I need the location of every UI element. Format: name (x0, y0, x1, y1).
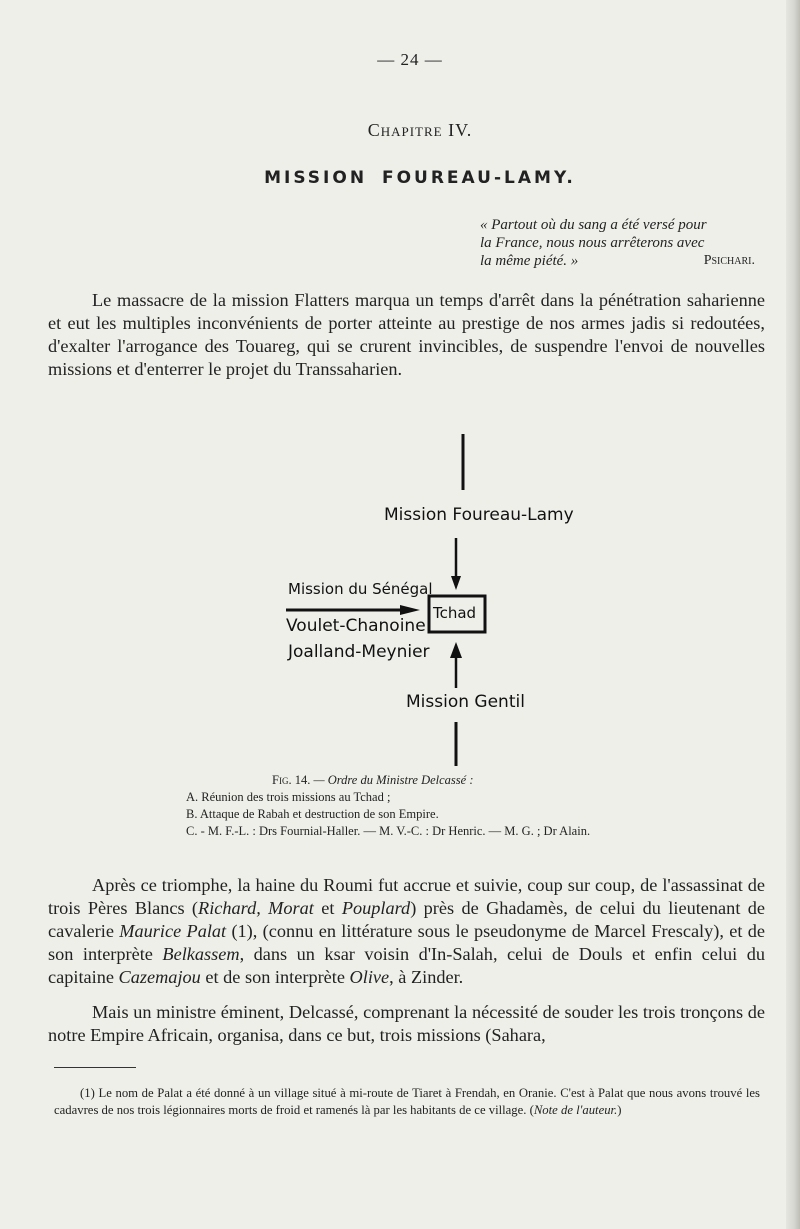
paragraph-text: ) près de Ghadamès, de celui du lieutenant de cavalerie (48, 898, 766, 941)
epigraph-line: « Partout où du sang a été versé pour (480, 217, 707, 233)
label-foureau-lamy: Mission Foureau-Lamy (384, 505, 574, 525)
caption-line-a: A. Réunion des trois missions au Tchad ; (186, 790, 391, 804)
figure-caption (186, 772, 756, 840)
figure-number: Fig. 14. (272, 773, 311, 787)
epigraph-last-line (480, 252, 755, 270)
paragraph-text: Après ce triomphe, la haine du Roumi fut accrue et suivie, coup sur coup, de l'assassinat de trois Pères Blancs ( (48, 875, 765, 918)
caption-heading: — Ordre du Ministre Delcassé : (313, 773, 474, 787)
paragraph-text: (1), (connu en littérature sous le pseudonyme de Marcel Frescaly), et de son interprète (48, 921, 766, 964)
epigraph-line: la France, nous nous arrêterons avec (480, 235, 705, 251)
body-paragraph (48, 1001, 765, 1047)
label-mission-gentil: Mission Gentil (406, 692, 525, 712)
left-arrow-head (400, 605, 420, 615)
caption-line-b: B. Attaque de Rabah et destruction de son Empire. (186, 807, 439, 821)
mission-diagram (270, 430, 590, 770)
label-mission-senegal: Mission du Sénégal (288, 580, 433, 598)
epigraph-line: la même piété. » (480, 253, 579, 269)
caption-line-c: C. - M. F.-L. : Drs Fournial-Haller. — M. V.-C. : Dr Henric. — M. G. ; Dr Alain. (186, 824, 591, 838)
name-italic: Cazemajou (118, 967, 201, 987)
top-arrow-head (451, 576, 461, 590)
epigraph-author: Psichari. (703, 253, 755, 268)
paragraph-text: et (313, 898, 342, 918)
footnote (54, 1085, 760, 1119)
page-number: — 24 — (377, 50, 443, 69)
name-italic: Pouplard (341, 898, 411, 918)
name-italic: Belkassem (162, 944, 240, 964)
footnote-note: Note de l'auteur. (533, 1103, 618, 1117)
label-voulet-chanoine: Voulet-Chanoine (286, 616, 426, 636)
paragraph-text: Le massacre de la mission Flatters marqua un temps d'arrêt dans la pénétration saharienne et eut les multiples inconvénients de porter atteinte au prestige de nos armes jadis si redoutées, d'exalter l'arrogance des Touareg, qui se crurent invincibles, de suspendre l'envoi de nouvelles missions et d'enterrer le projet du Transsaharien. (48, 290, 765, 379)
paragraph-text: , à Zinder. (389, 967, 464, 987)
footnote-text: (1) Le nom de Palat a été donné à un village situé à mi-route de Tiaret à Frendah, en Oranie. C'est à Palat que nous avons trouvé les cadavres de nos trois légionnaires morts de froid et ramenés là par les habitants de ce village. ( (54, 1086, 760, 1117)
chapter-heading: Chapitre IV. (367, 120, 473, 140)
name-italic: Maurice Palat (119, 921, 227, 941)
paragraph-text: Mais un ministre éminent, Delcassé, comprenant la nécessité de souder les trois tronçons de notre Empire Africain, organisa, dans ce but, trois missions (Sahara, (48, 1002, 765, 1045)
name-italic: Richard, Morat (198, 898, 314, 918)
footnote-rule (54, 1067, 136, 1068)
bottom-arrow-head (450, 642, 462, 658)
paragraph-text: , dans un ksar voisin d'In-Salah, celui de Douls et enfin celui du capitaine (48, 944, 765, 987)
label-tchad: Tchad (433, 604, 477, 622)
label-joalland-meynier: Joalland-Meynier (288, 642, 430, 662)
epigraph (480, 216, 755, 270)
name-italic: Olive (349, 967, 390, 987)
body-paragraph (48, 289, 765, 381)
diagram-arrows (270, 430, 590, 770)
footnote-close: ) (617, 1103, 622, 1117)
body-paragraph (48, 874, 765, 989)
caption-title (186, 772, 756, 789)
paragraph-text: et de son interprète (200, 967, 350, 987)
section-title: MISSION FOUREAU-LAMY. (264, 168, 576, 188)
